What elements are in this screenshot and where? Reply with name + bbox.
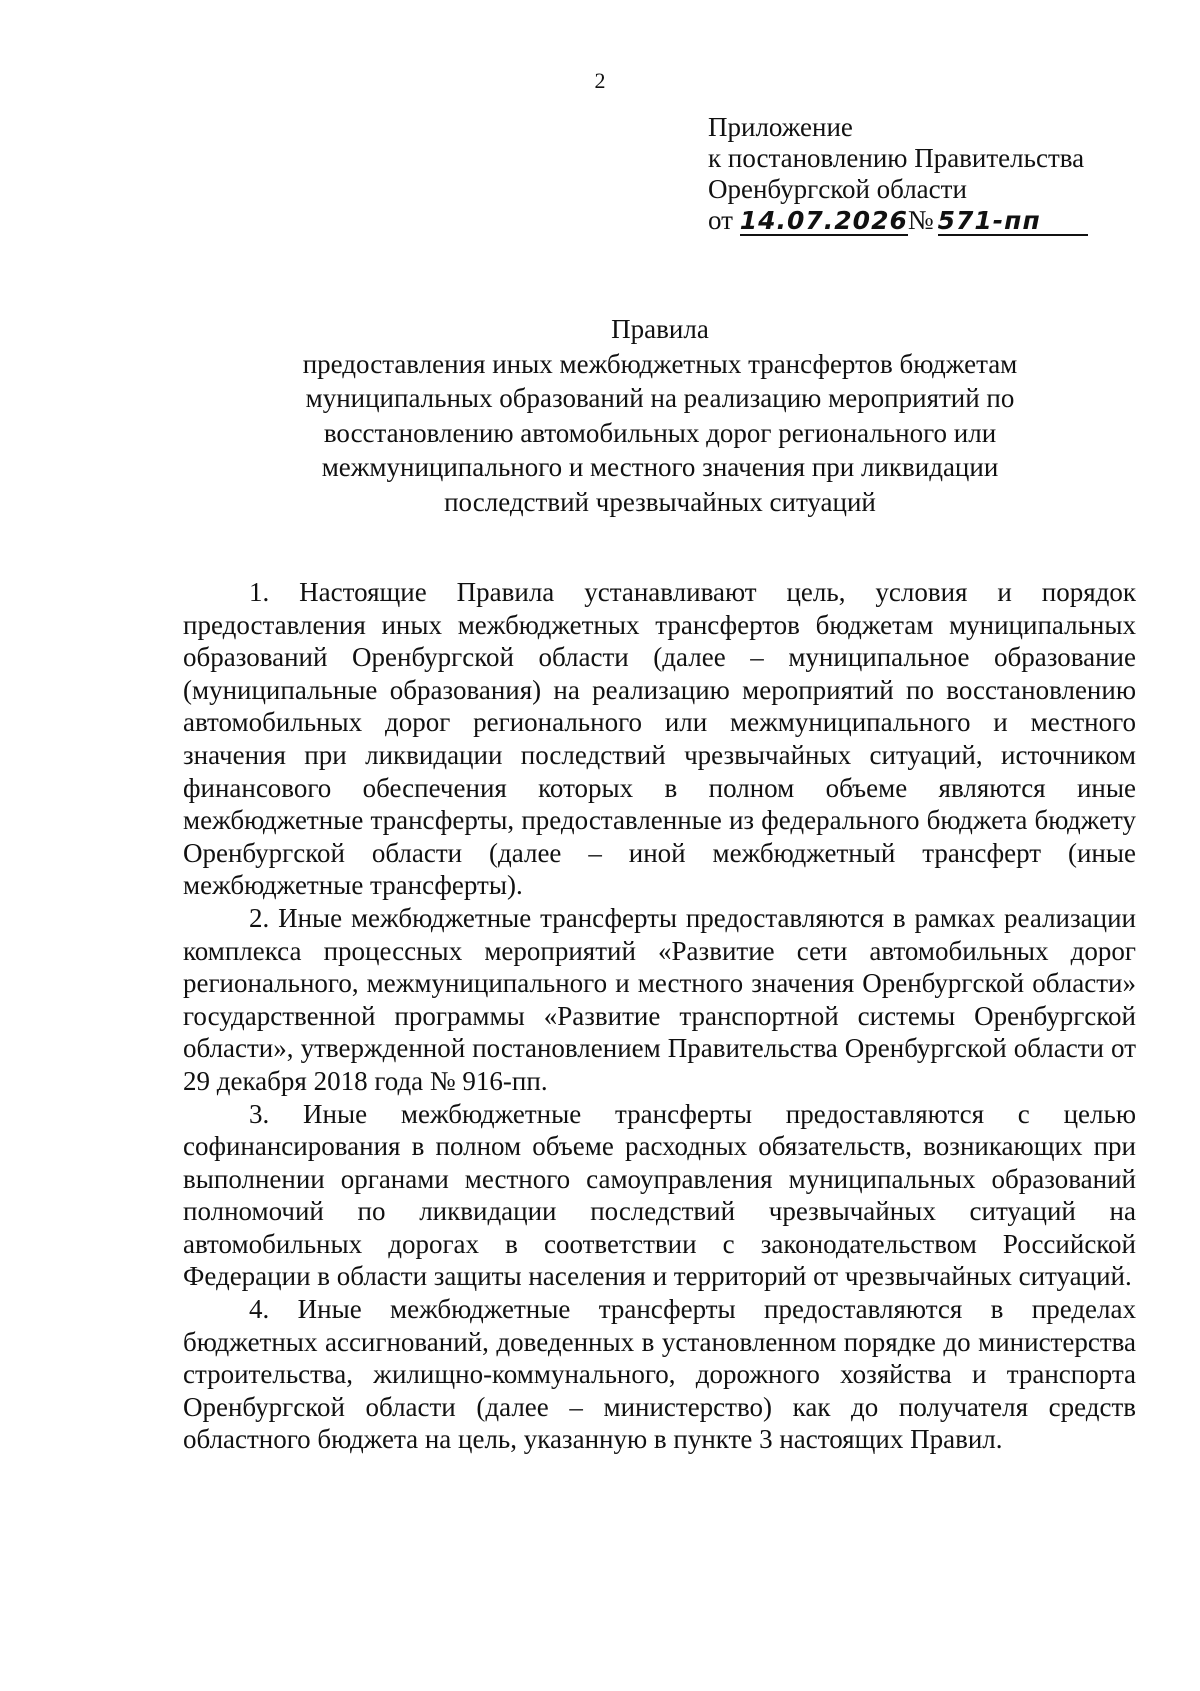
handwritten-number: 571-пп xyxy=(938,208,1088,236)
appendix-line-3: Оренбургской области xyxy=(708,174,967,204)
paragraph-3: 3. Иные межбюджетные трансферты предоставляются с целью софинансирования в полном объеме расходных обязательств, возникающих при выполнении органами местного самоуправления муниципальных образований полномочий по ликвидации последствий чрезвычайных ситуаций на автомобильных дорогах в соответствии с законодательством Российской Федерации в области защиты населения и территорий от чрезвычайных ситуаций. xyxy=(183,1098,1136,1292)
document-title xyxy=(180,312,1140,519)
title-line-4: межмуниципального и местного значения при ликвидации xyxy=(321,452,999,482)
title-line-1: предоставления иных межбюджетных трансфертов бюджетам xyxy=(302,348,1018,379)
appendix-line-1: Приложение xyxy=(708,112,853,142)
handwritten-date: 14.07.2026 xyxy=(739,206,908,235)
paragraph-2: 2. Иные межбюджетные трансферты предоставляются в рамках реализации комплекса процессных мероприятий «Развитие сети автомобильных дорог регионального, межмуниципального и местного значения Оренбургской области» государственной программы «Развитие транспортной системы Оренбургской области», утвержденной постановлением Правительства Оренбургской области от 29 декабря 2018 года № 916-пп. xyxy=(183,902,1136,1096)
appendix-line-4 xyxy=(708,205,1148,236)
appendix-block xyxy=(708,112,1148,236)
appendix-line-2: к постановлению Правительства xyxy=(708,143,1085,173)
title-line-2: муниципальных образований на реализацию мероприятий по xyxy=(305,383,1015,413)
paragraph-1: 1. Настоящие Правила устанавливают цель, условия и порядок предоставления иных межбюджетных трансфертов бюджетам муниципальных образований Оренбургской области (далее – муниципальное образование (муниципальные образования) на реализацию мероприятий по восстановлению автомобильных дорог регионального или межмуниципального и местного значения при ликвидации последствий чрезвычайных ситуаций, источником финансового обеспечения которых в полном объеме являются иные межбюджетные трансферты, предоставленные из федерального бюджета бюджету Оренбургской области (далее – иной межбюджетный трансферт (иные межбюджетные трансферты). xyxy=(183,577,1136,901)
title-line-5: последствий чрезвычайных ситуаций xyxy=(444,486,876,517)
document-body xyxy=(183,576,1136,1456)
number-label: № xyxy=(907,205,934,235)
from-label: от xyxy=(708,205,733,235)
paragraph-4: 4. Иные межбюджетные трансферты предоставляются в пределах бюджетных ассигнований, доведенных в установленном порядке до министерства строительства, жилищно-коммунального, дорожного хозяйства и транспорта Оренбургской области (далее – министерство) как до получателя средств областного бюджета на цель, указанную в пункте 3 настоящих Правил. xyxy=(183,1294,1136,1455)
page-number: 2 xyxy=(594,68,606,93)
title-heading: Правила xyxy=(611,314,709,344)
title-line-3: восстановлению автомобильных дорог регионального или xyxy=(323,417,997,448)
